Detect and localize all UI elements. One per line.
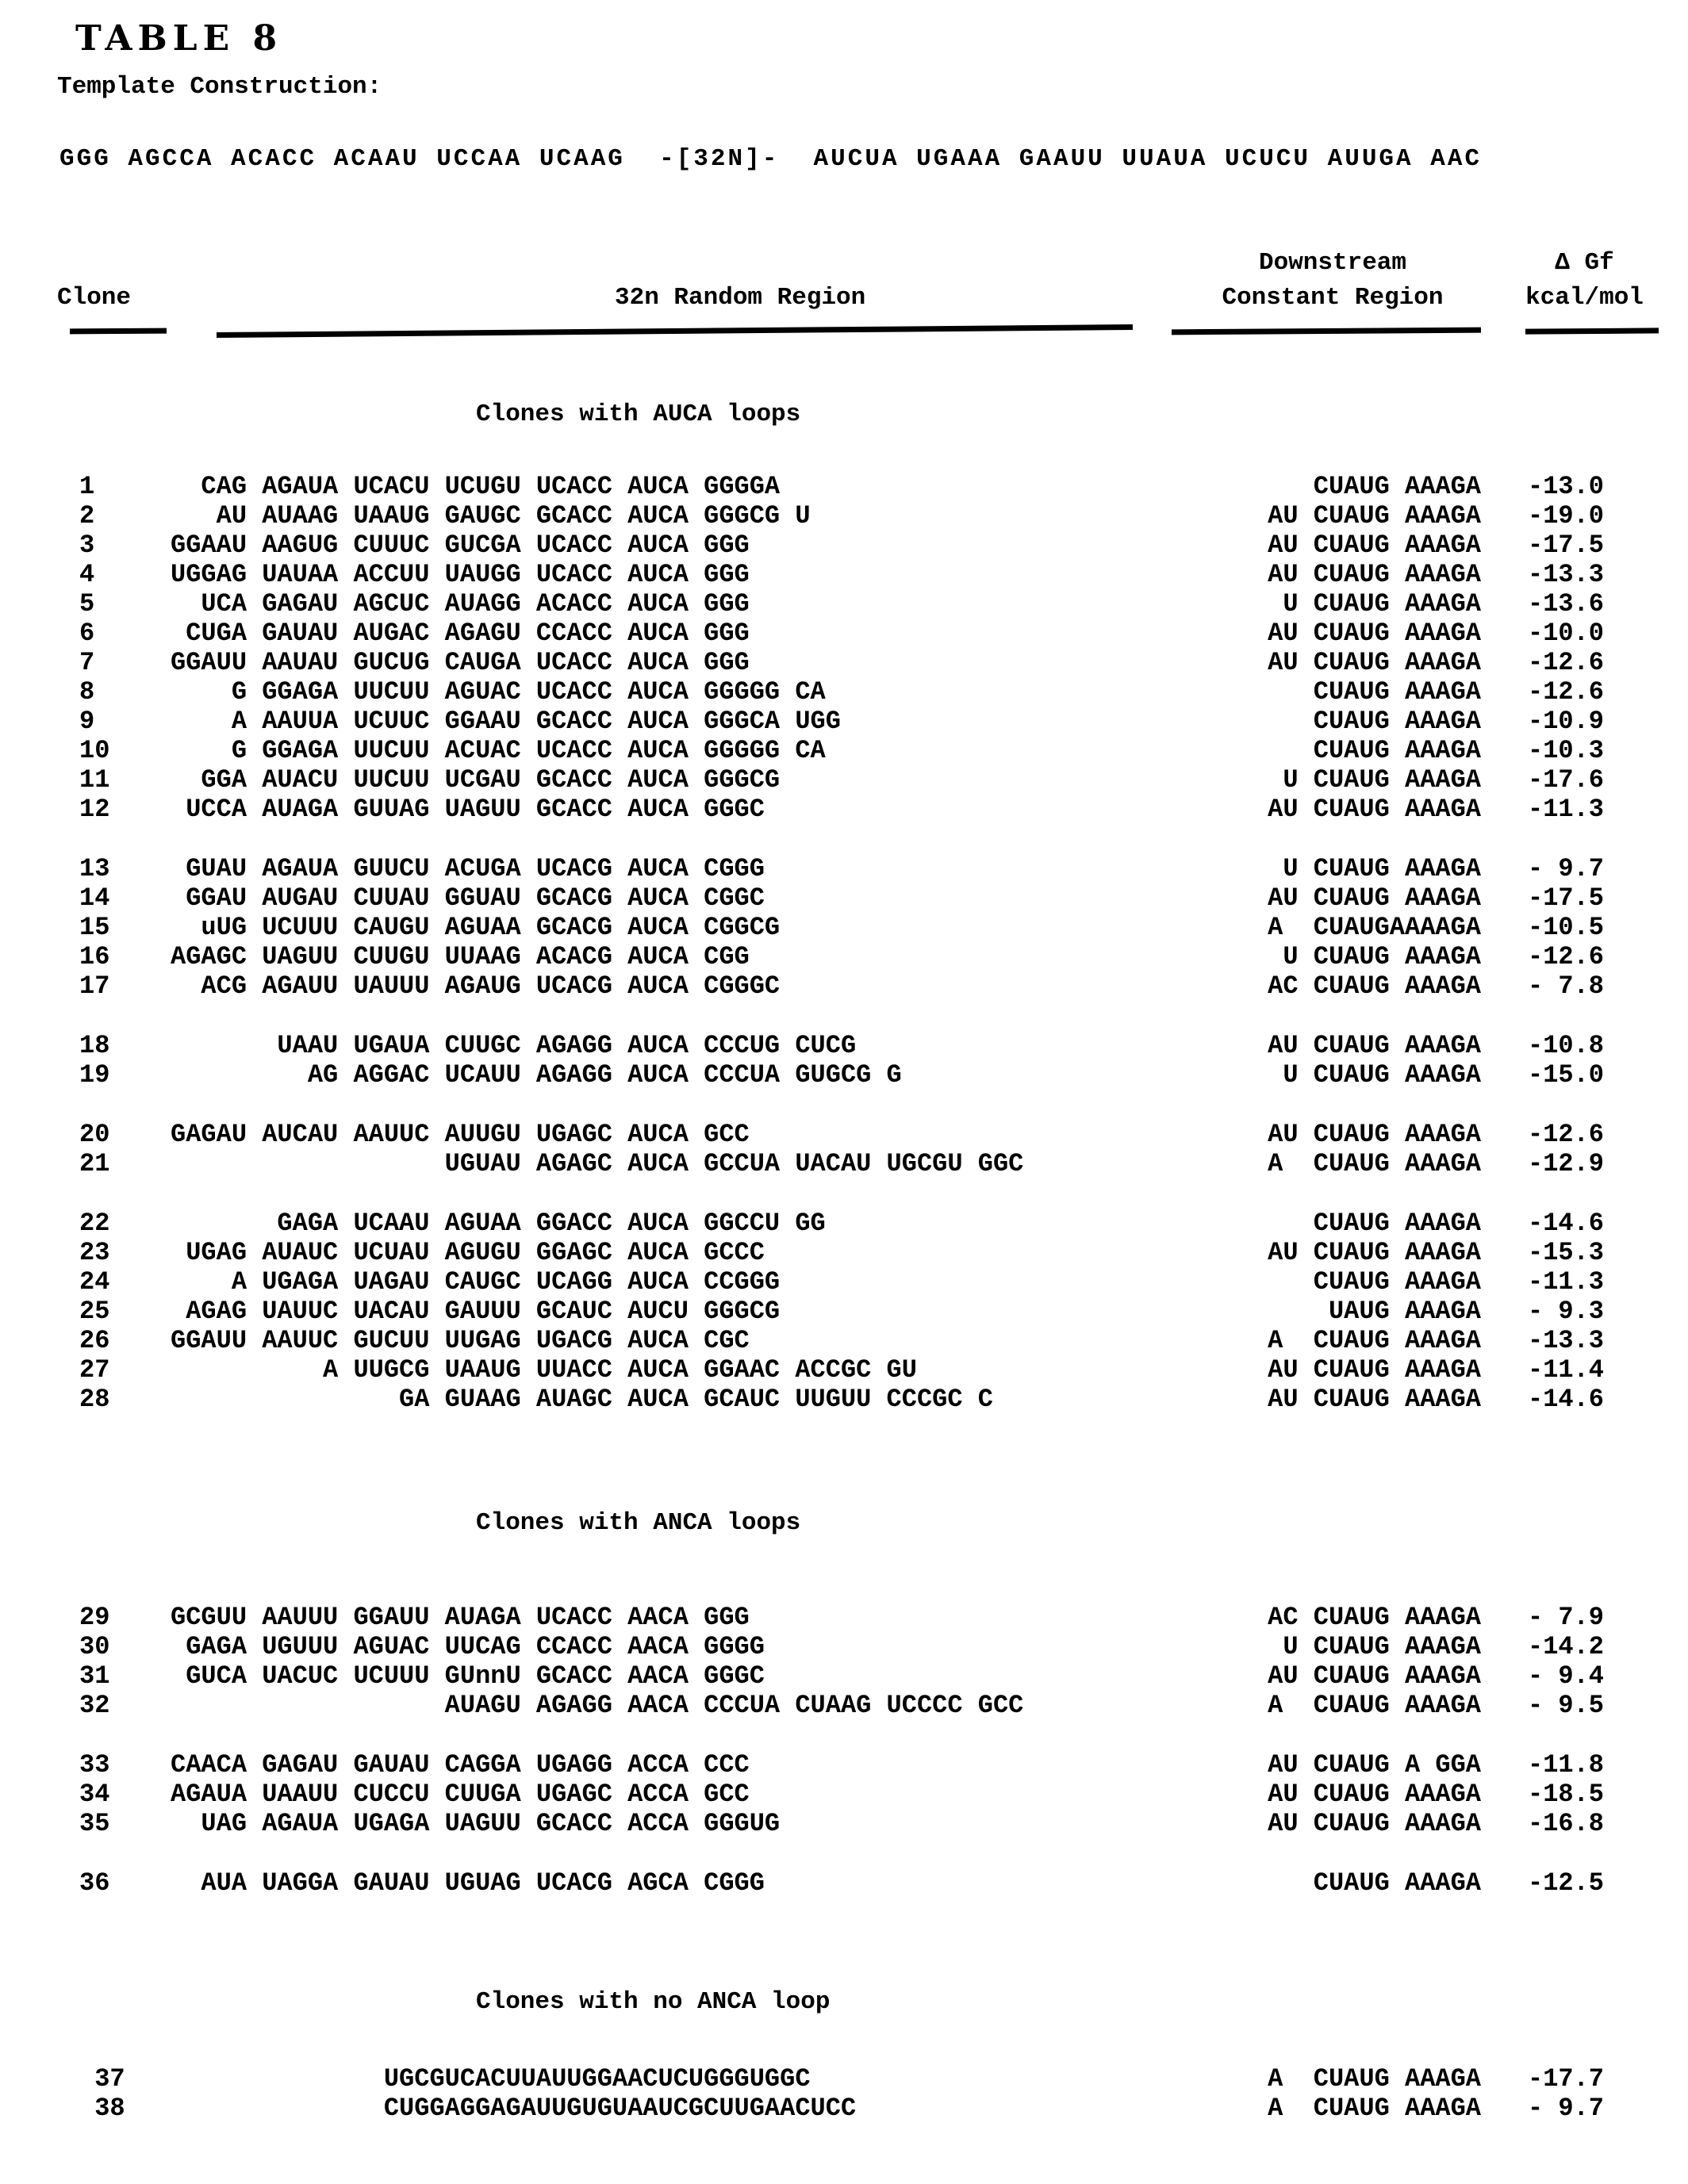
- clone-number: 16: [79, 942, 110, 971]
- delta-g-value: -18.5: [1527, 1780, 1604, 1809]
- clone-number: 5: [79, 589, 95, 619]
- table-row: [0, 1691, 1688, 1720]
- clone-number: 20: [79, 1120, 110, 1149]
- table-row: [0, 1632, 1688, 1661]
- downstream-constant-region: AU CUAUG AAAGA: [1268, 1809, 1481, 1838]
- table-row: [0, 501, 1688, 531]
- random-region-sequence: GGAU AUGAU CUUAU GGUAU GCACG AUCA CGGC: [171, 883, 765, 913]
- random-region-sequence: GGAUU AAUUC GUCUU UUGAG UGACG AUCA CGC: [171, 1326, 750, 1355]
- table-row: [0, 2064, 1688, 2094]
- delta-g-value: -12.6: [1527, 942, 1604, 971]
- downstream-constant-region: UAUG AAAGA: [1328, 1297, 1481, 1326]
- delta-g-value: -17.7: [1527, 2064, 1604, 2094]
- downstream-constant-region: AC CUAUG AAAGA: [1268, 1603, 1481, 1632]
- downstream-constant-region: AU CUAUG AAAGA: [1268, 1355, 1481, 1385]
- table-row: [0, 707, 1688, 736]
- random-region-sequence: A UGAGA UAGAU CAUGC UCAGG AUCA CCGGG: [171, 1267, 781, 1297]
- downstream-constant-region: A CUAUG AAAGA: [1268, 1326, 1481, 1355]
- clone-number: 9: [79, 707, 95, 736]
- delta-g-value: - 9.3: [1527, 1297, 1604, 1326]
- spacer: [171, 246, 1162, 281]
- clone-number: 21: [79, 1149, 110, 1178]
- random-region-sequence: ACG AGAUU UAUUU AGAUG UCACG AUCA CGGGC: [171, 971, 781, 1001]
- downstream-constant-region: U CUAUG AAAGA: [1283, 589, 1481, 619]
- column-header-row-2: [0, 281, 1688, 316]
- delta-g-value: -13.3: [1527, 1326, 1604, 1355]
- clone-number: 11: [79, 765, 110, 795]
- delta-g-value: - 9.5: [1527, 1691, 1604, 1720]
- delta-g-value: -14.2: [1527, 1632, 1604, 1661]
- downstream-constant-region: A CUAUGAAAAGA: [1268, 913, 1481, 942]
- table-row: [0, 854, 1688, 883]
- clone-number: 32: [79, 1691, 110, 1720]
- downstream-constant-region: U CUAUG AAAGA: [1283, 1060, 1481, 1090]
- delta-g-value: - 9.7: [1527, 2094, 1604, 2123]
- table-row: [0, 971, 1688, 1001]
- column-header-row-1: [0, 246, 1688, 281]
- table-row: [0, 1603, 1688, 1632]
- col-header-delta-g-line2: kcal/mol: [1525, 284, 1644, 312]
- clone-group: [0, 1603, 1688, 1720]
- random-region-sequence: UCCA AUAGA GUUAG UAGUU GCACC AUCA GGGC: [171, 795, 765, 824]
- table-row: [0, 2094, 1688, 2123]
- clone-group: [0, 1868, 1688, 1898]
- downstream-constant-region: AU CUAUG AAAGA: [1268, 1120, 1481, 1149]
- clone-group: [0, 472, 1688, 824]
- delta-g-value: -10.0: [1527, 619, 1604, 648]
- delta-g-value: -13.0: [1527, 472, 1604, 501]
- random-region-sequence: UGGAG UAUAA ACCUU UAUGG UCACC AUCA GGG: [171, 560, 750, 589]
- random-region-sequence: G GGAGA UUCUU AGUAC UCACC AUCA GGGGG CA: [171, 677, 826, 707]
- downstream-constant-region: AU CUAUG AAAGA: [1268, 1780, 1481, 1809]
- table-row: [0, 1209, 1688, 1238]
- col-header-downstream-line2: Constant Region: [1222, 284, 1444, 312]
- delta-g-column-rule: [1503, 328, 1666, 334]
- table-row: [0, 1868, 1688, 1898]
- table-body: [0, 399, 1688, 2123]
- downstream-constant-region: CUAUG AAAGA: [1313, 736, 1481, 765]
- clone-number: 8: [79, 677, 95, 707]
- table-row: [0, 1809, 1688, 1838]
- template-sequence: GGG AGCCA ACACC ACAAU UCCAA UCAAG -[32N]- AUCUA UGAAA GAAUU UUAUA UCUCU AUUGA AAC: [59, 145, 1483, 173]
- random-region-sequence: GCGUU AAUUU GGAUU AUAGA UCACC AACA GGG: [171, 1603, 750, 1632]
- spacer: [0, 246, 171, 281]
- random-region-sequence: CAACA GAGAU GAUAU CAGGA UGAGG ACCA CCC: [171, 1750, 750, 1780]
- col-header-random-region: 32n Random Region: [615, 284, 866, 312]
- random-region-sequence: CUGGAGGAGAUUGUGUAAUCGCUUGAACUCC: [171, 2094, 857, 2123]
- table-row: [0, 1355, 1688, 1385]
- clone-number: 13: [79, 854, 110, 883]
- random-region-sequence: GAGA UCAAU AGUAA GGACC AUCA GGCCU GG: [171, 1209, 826, 1238]
- downstream-constant-region: A CUAUG AAAGA: [1268, 1691, 1481, 1720]
- col-header-delta-g-line1: Δ Gf: [1555, 249, 1614, 277]
- delta-g-value: -15.3: [1527, 1238, 1604, 1267]
- random-region-sequence: uUG UCUUU CAUGU AGUAA GCACG AUCA CGGCG: [171, 913, 781, 942]
- delta-g-value: -12.6: [1527, 677, 1604, 707]
- table-row: [0, 1120, 1688, 1149]
- downstream-constant-region: AU CUAUG AAAGA: [1268, 1661, 1481, 1691]
- clone-number: 27: [79, 1355, 110, 1385]
- delta-g-value: -12.6: [1527, 1120, 1604, 1149]
- clone-number: 10: [79, 736, 110, 765]
- downstream-constant-region: U CUAUG AAAGA: [1283, 942, 1481, 971]
- clone-number: 19: [79, 1060, 110, 1090]
- random-region-sequence: GAGA UGUUU AGUAC UUCAG CCACC AACA GGGG: [171, 1632, 765, 1661]
- random-region-sequence: UGAG AUAUC UCUAU AGUGU GGAGC AUCA GCCC: [171, 1238, 765, 1267]
- table-row: [0, 472, 1688, 501]
- downstream-constant-region: A CUAUG AAAGA: [1268, 1149, 1481, 1178]
- clone-number: 15: [79, 913, 110, 942]
- col-header-downstream-line1: Downstream: [1258, 249, 1407, 277]
- random-region-sequence: AU AUAAG UAAUG GAUGC GCACC AUCA GGGCG U: [171, 501, 811, 531]
- clone-column-rule: [0, 328, 171, 334]
- clone-number: 26: [79, 1326, 110, 1355]
- delta-g-value: -15.0: [1527, 1060, 1604, 1090]
- delta-g-value: -17.6: [1527, 765, 1604, 795]
- random-region-sequence: GA GUAAG AUAGC AUCA GCAUC UUGUU CCCGC C: [171, 1385, 993, 1414]
- clone-number: 2: [79, 501, 95, 531]
- clone-section: [0, 399, 1688, 1414]
- section-header: Clones with ANCA loops: [476, 1509, 801, 1537]
- clone-group: [0, 854, 1688, 1001]
- clone-number: 6: [79, 619, 95, 648]
- delta-g-value: - 7.9: [1527, 1603, 1604, 1632]
- table-row: [0, 795, 1688, 824]
- clone-number: 35: [79, 1809, 110, 1838]
- table-row: [0, 1780, 1688, 1809]
- clone-section: [0, 1508, 1688, 1898]
- random-region-sequence: A AAUUA UCUUC GGAAU GCACC AUCA GGGCA UGG: [171, 707, 841, 736]
- clone-number: 23: [79, 1238, 110, 1267]
- downstream-constant-region: AU CUAUG AAAGA: [1268, 560, 1481, 589]
- delta-g-value: -17.5: [1527, 883, 1604, 913]
- random-region-sequence: CUGA GAUAU AUGAC AGAGU CCACC AUCA GGG: [171, 619, 750, 648]
- table-row: [0, 765, 1688, 795]
- random-region-sequence: UGUAU AGAGC AUCA GCCUA UACAU UGCGU GGC: [171, 1149, 1024, 1178]
- delta-g-value: - 7.8: [1527, 971, 1604, 1001]
- table-row: [0, 942, 1688, 971]
- clone-group: [0, 2064, 1688, 2123]
- table-row: [0, 1326, 1688, 1355]
- random-region-sequence: GGAAU AAGUG CUUUC GUCGA UCACC AUCA GGG: [171, 531, 750, 560]
- delta-g-value: -13.3: [1527, 560, 1604, 589]
- random-region-sequence: GAGAU AUCAU AAUUC AUUGU UGAGC AUCA GCC: [171, 1120, 750, 1149]
- downstream-constant-region: AC CUAUG AAAGA: [1268, 971, 1481, 1001]
- table-row: [0, 677, 1688, 707]
- downstream-constant-region: CUAUG AAAGA: [1313, 1209, 1481, 1238]
- delta-g-value: -10.5: [1527, 913, 1604, 942]
- header-underline-row: [0, 328, 1688, 334]
- delta-g-value: -17.5: [1527, 531, 1604, 560]
- delta-g-value: -12.9: [1527, 1149, 1604, 1178]
- random-column-rule: [171, 328, 1162, 334]
- downstream-constant-region: CUAUG AAAGA: [1313, 472, 1481, 501]
- downstream-constant-region: AU CUAUG AAAGA: [1268, 795, 1481, 824]
- table-row: [0, 1031, 1688, 1060]
- downstream-constant-region: AU CUAUG AAAGA: [1268, 1031, 1481, 1060]
- random-region-sequence: GUCA UACUC UCUUU GUnnU GCACC AACA GGGC: [171, 1661, 765, 1691]
- delta-g-value: -12.6: [1527, 648, 1604, 677]
- random-region-sequence: GGA AUACU UUCUU UCGAU GCACC AUCA GGGCG: [171, 765, 781, 795]
- clone-number: 30: [79, 1632, 110, 1661]
- table-row: [0, 1297, 1688, 1326]
- downstream-column-rule: [1162, 328, 1503, 334]
- delta-g-value: - 9.7: [1527, 854, 1604, 883]
- table-row: [0, 1060, 1688, 1090]
- clone-group: [0, 1750, 1688, 1838]
- delta-g-value: -10.8: [1527, 1031, 1604, 1060]
- delta-g-value: -10.9: [1527, 707, 1604, 736]
- clone-group: [0, 1209, 1688, 1414]
- delta-g-value: -16.8: [1527, 1809, 1604, 1838]
- table-row: [0, 619, 1688, 648]
- clone-group: [0, 1120, 1688, 1178]
- table-row: [0, 648, 1688, 677]
- downstream-constant-region: AU CUAUG A GGA: [1268, 1750, 1481, 1780]
- clone-number: 24: [79, 1267, 110, 1297]
- table-row: [0, 1149, 1688, 1178]
- col-header-clone: Clone: [57, 284, 132, 312]
- table-row: [0, 560, 1688, 589]
- random-region-sequence: GUAU AGAUA GUUCU ACUGA UCACG AUCA CGGG: [171, 854, 765, 883]
- downstream-constant-region: U CUAUG AAAGA: [1283, 1632, 1481, 1661]
- clone-number: 4: [79, 560, 95, 589]
- random-region-sequence: UCA GAGAU AGCUC AUAGG ACACC AUCA GGG: [171, 589, 750, 619]
- downstream-constant-region: AU CUAUG AAAGA: [1268, 531, 1481, 560]
- random-region-sequence: G GGAGA UUCUU ACUAC UCACC AUCA GGGGG CA: [171, 736, 826, 765]
- downstream-constant-region: A CUAUG AAAGA: [1268, 2094, 1481, 2123]
- random-region-sequence: AG AGGAC UCAUU AGAGG AUCA CCCUA GUGCG G: [171, 1060, 902, 1090]
- table-row: [0, 883, 1688, 913]
- random-region-sequence: AGAUA UAAUU CUCCU CUUGA UGAGC ACCA GCC: [171, 1780, 750, 1809]
- clone-number: 28: [79, 1385, 110, 1414]
- delta-g-value: -12.5: [1527, 1868, 1604, 1898]
- downstream-constant-region: AU CUAUG AAAGA: [1268, 619, 1481, 648]
- page-title: TABLE 8: [75, 18, 283, 59]
- table-row: [0, 1267, 1688, 1297]
- delta-g-value: -11.4: [1527, 1355, 1604, 1385]
- random-region-sequence: AGAG UAUUC UACAU GAUUU GCAUC AUCU GGGCG: [171, 1297, 781, 1326]
- delta-g-value: -14.6: [1527, 1209, 1604, 1238]
- clone-number: 1: [79, 472, 95, 501]
- downstream-constant-region: AU CUAUG AAAGA: [1268, 1385, 1481, 1414]
- delta-g-value: -11.3: [1527, 1267, 1604, 1297]
- downstream-constant-region: CUAUG AAAGA: [1313, 707, 1481, 736]
- random-region-sequence: AUA UAGGA GAUAU UGUAG UCACG AGCA CGGG: [171, 1868, 765, 1898]
- table-row: [0, 531, 1688, 560]
- delta-g-value: - 9.4: [1527, 1661, 1604, 1691]
- downstream-constant-region: AU CUAUG AAAGA: [1268, 501, 1481, 531]
- random-region-sequence: CAG AGAUA UCACU UCUGU UCACC AUCA GGGGA: [171, 472, 781, 501]
- downstream-constant-region: AU CUAUG AAAGA: [1268, 883, 1481, 913]
- clone-number: 14: [79, 883, 110, 913]
- clone-number: 33: [79, 1750, 110, 1780]
- random-region-sequence: AUAGU AGAGG AACA CCCUA CUAAG UCCCC GCC: [171, 1691, 1024, 1720]
- clone-number: 22: [79, 1209, 110, 1238]
- delta-g-value: -11.3: [1527, 795, 1604, 824]
- clone-number: 18: [79, 1031, 110, 1060]
- clone-number: 25: [79, 1297, 110, 1326]
- table-row: [0, 1385, 1688, 1414]
- table-row: [0, 589, 1688, 619]
- random-region-sequence: A UUGCG UAAUG UUACC AUCA GGAAC ACCGC GU: [171, 1355, 917, 1385]
- template-construction-label: Template Construction:: [57, 73, 382, 101]
- clone-number: 17: [79, 971, 110, 1001]
- clone-number: 12: [79, 795, 110, 824]
- section-header: Clones with no ANCA loop: [476, 1988, 831, 2016]
- random-region-sequence: UGCGUCACUUAUUGGAACUCUGGGUGGC: [171, 2064, 811, 2094]
- table-row: [0, 1750, 1688, 1780]
- downstream-constant-region: CUAUG AAAGA: [1313, 1267, 1481, 1297]
- delta-g-value: -13.6: [1527, 589, 1604, 619]
- clone-section: [0, 1987, 1688, 2123]
- downstream-constant-region: U CUAUG AAAGA: [1283, 854, 1481, 883]
- table-row: [0, 913, 1688, 942]
- clone-number: 37: [79, 2064, 125, 2094]
- random-region-sequence: UAG AGAUA UGAGA UAGUU GCACC ACCA GGGUG: [171, 1809, 781, 1838]
- downstream-constant-region: U CUAUG AAAGA: [1283, 765, 1481, 795]
- table-row: [0, 736, 1688, 765]
- delta-g-value: -10.3: [1527, 736, 1604, 765]
- table-row: [0, 1238, 1688, 1267]
- downstream-constant-region: CUAUG AAAGA: [1313, 677, 1481, 707]
- random-region-sequence: UAAU UGAUA CUUGC AGAGG AUCA CCCUG CUCG: [171, 1031, 857, 1060]
- clone-number: 31: [79, 1661, 110, 1691]
- clone-number: 7: [79, 648, 95, 677]
- clone-number: 34: [79, 1780, 110, 1809]
- downstream-constant-region: A CUAUG AAAGA: [1268, 2064, 1481, 2094]
- clone-number: 38: [79, 2094, 125, 2123]
- delta-g-value: -11.8: [1527, 1750, 1604, 1780]
- random-region-sequence: AGAGC UAGUU CUUGU UUAAG ACACG AUCA CGG: [171, 942, 750, 971]
- clone-number: 29: [79, 1603, 110, 1632]
- table-row: [0, 1661, 1688, 1691]
- clone-number: 3: [79, 531, 95, 560]
- downstream-constant-region: AU CUAUG AAAGA: [1268, 648, 1481, 677]
- delta-g-value: -14.6: [1527, 1385, 1604, 1414]
- clone-number: 36: [79, 1868, 110, 1898]
- delta-g-value: -19.0: [1527, 501, 1604, 531]
- downstream-constant-region: AU CUAUG AAAGA: [1268, 1238, 1481, 1267]
- clone-group: [0, 1031, 1688, 1090]
- section-header: Clones with AUCA loops: [476, 400, 801, 428]
- downstream-constant-region: CUAUG AAAGA: [1313, 1868, 1481, 1898]
- random-region-sequence: GGAUU AAUAU GUCUG CAUGA UCACC AUCA GGG: [171, 648, 750, 677]
